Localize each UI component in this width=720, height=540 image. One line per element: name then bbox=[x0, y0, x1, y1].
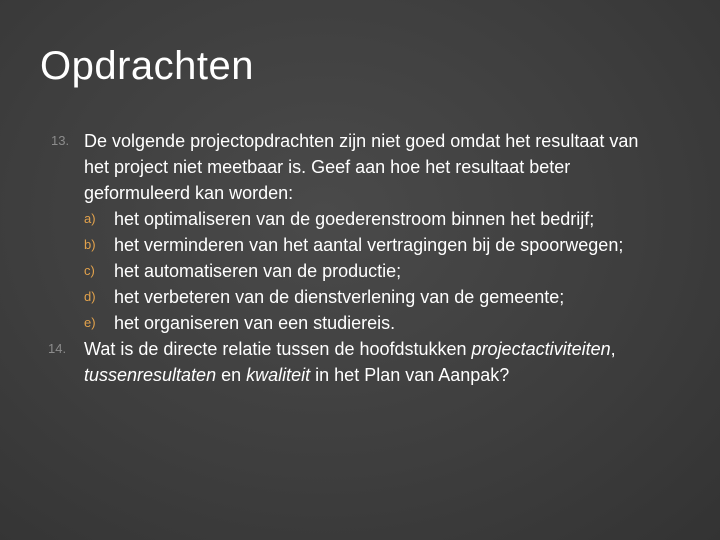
sub-item-e bbox=[0, 310, 720, 336]
sub-item-letter: d) bbox=[84, 289, 96, 304]
sub-item-b bbox=[0, 232, 720, 258]
sub-item-d bbox=[0, 284, 720, 310]
question-text-end: in het Plan van Aanpak? bbox=[310, 365, 510, 385]
question-text: De volgende projectopdrachten zijn niet goed omdat het resultaat van het project niet meetbaar is. Geef aan hoe het resultaat beter geformuleerd kan worden: bbox=[84, 131, 639, 203]
sub-item-text: het verminderen van het aantal vertragingen bij de spoorwegen; bbox=[114, 235, 624, 255]
question-number: 13. bbox=[51, 133, 70, 148]
term-tussenresultaten: tussenresultaten bbox=[84, 365, 217, 385]
separator: en bbox=[216, 365, 247, 385]
slide-title: Opdrachten bbox=[40, 44, 255, 88]
sub-item-text: het organiseren van een studiereis. bbox=[114, 313, 396, 333]
question-14 bbox=[0, 336, 720, 388]
sub-item-letter: c) bbox=[84, 263, 95, 278]
term-kwaliteit: kwaliteit bbox=[246, 365, 311, 385]
sub-item-a bbox=[0, 206, 720, 232]
question-number: 14. bbox=[48, 341, 67, 356]
slide-content bbox=[0, 128, 720, 388]
sub-item-letter: b) bbox=[84, 237, 96, 252]
question-text bbox=[84, 336, 644, 388]
question-text-start: Wat is de directe relatie tussen de hoofdstukken bbox=[84, 339, 472, 359]
term-projectactiviteiten: projectactiviteiten bbox=[471, 339, 611, 359]
sub-item-letter: a) bbox=[84, 211, 96, 226]
sub-item-c bbox=[0, 258, 720, 284]
sub-item-text: het automatiseren van de productie; bbox=[114, 261, 402, 281]
sub-item-text: het verbeteren van de dienstverlening van de gemeente; bbox=[114, 287, 565, 307]
sub-item-letter: e) bbox=[84, 315, 96, 330]
separator: , bbox=[610, 339, 616, 359]
question-13 bbox=[0, 128, 720, 206]
sub-item-text: het optimaliseren van de goederenstroom binnen het bedrijf; bbox=[114, 209, 595, 229]
